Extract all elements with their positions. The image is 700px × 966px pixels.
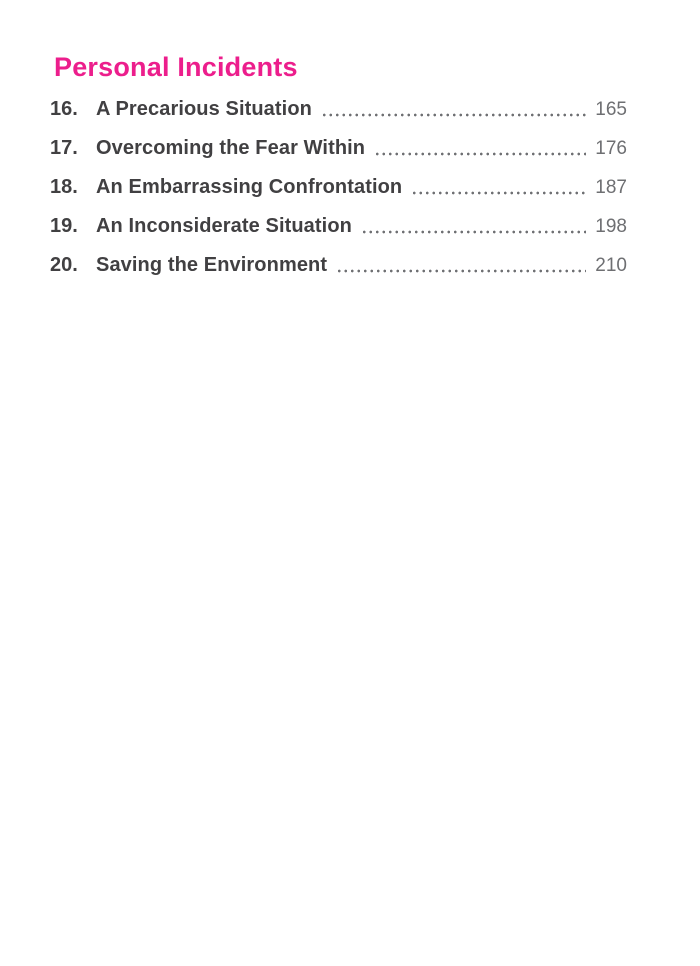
dot-leader xyxy=(321,98,586,121)
dot-leader xyxy=(374,137,586,160)
entry-page-number: 165 xyxy=(595,99,627,120)
dot-leader xyxy=(411,176,586,199)
toc-entry xyxy=(50,98,627,121)
toc-entry xyxy=(50,137,627,160)
section-heading: Personal Incidents xyxy=(54,52,298,82)
entry-title: Saving the Environment xyxy=(96,254,328,276)
entry-title: An Embarrassing Confrontation xyxy=(96,176,403,198)
entry-number: 20. xyxy=(50,254,78,276)
toc-entry xyxy=(50,254,627,277)
dot-leader xyxy=(336,254,586,277)
entry-title: A Precarious Situation xyxy=(96,98,312,120)
entry-page-number: 187 xyxy=(595,177,627,198)
entry-number: 16. xyxy=(50,98,78,120)
entry-number: 17. xyxy=(50,137,78,159)
entry-page-number: 210 xyxy=(595,255,627,276)
entry-page-number: 198 xyxy=(595,216,627,237)
toc-entry xyxy=(50,176,627,199)
entry-number: 19. xyxy=(50,215,78,237)
toc-list xyxy=(50,98,627,277)
entry-page-number: 176 xyxy=(595,138,627,159)
dot-leader xyxy=(361,215,586,238)
toc-entry xyxy=(50,215,627,238)
entry-title: Overcoming the Fear Within xyxy=(96,137,366,159)
entry-title: An Inconsiderate Situation xyxy=(96,215,352,237)
entry-number: 18. xyxy=(50,176,78,198)
